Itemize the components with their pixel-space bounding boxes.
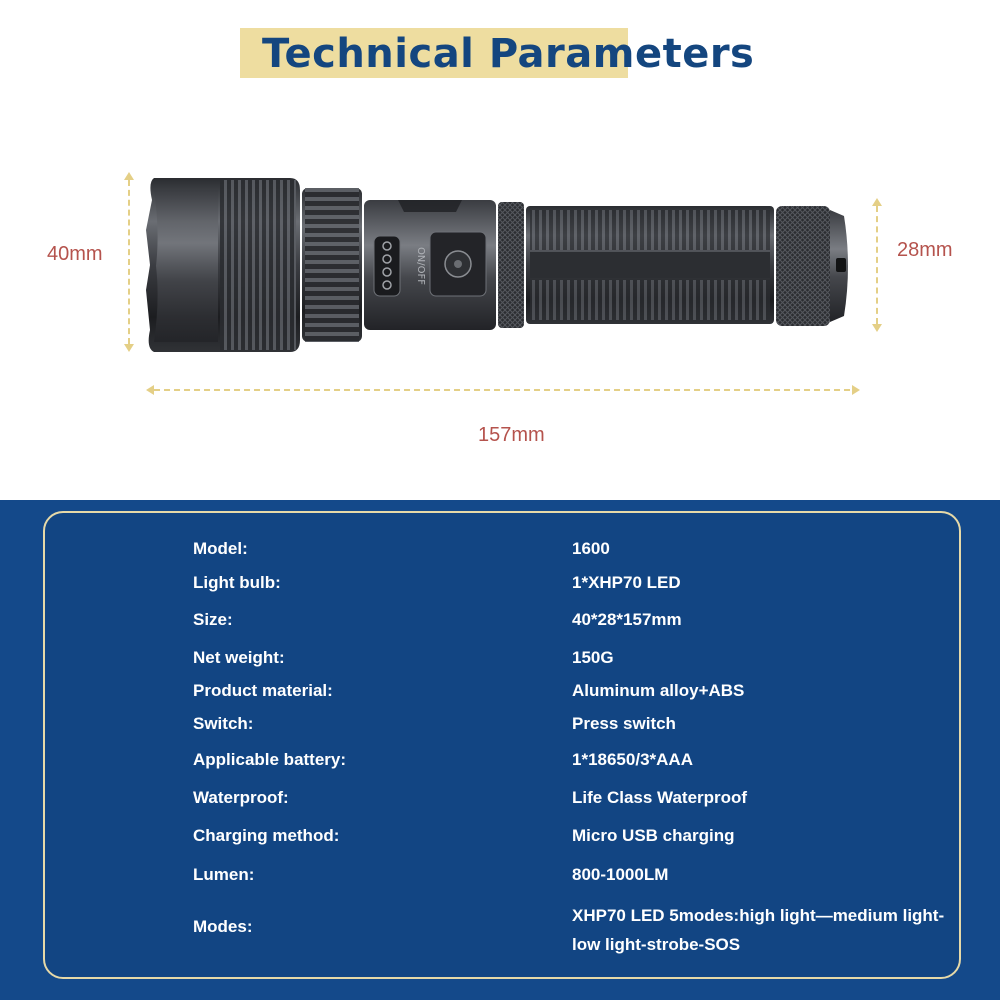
spec-value: 1*18650/3*AAA	[572, 750, 693, 769]
spec-label: Product material:	[193, 681, 333, 700]
length-dimension-line	[154, 389, 850, 391]
height-arrow-bottom	[124, 344, 134, 352]
spec-label: Model:	[193, 539, 248, 558]
spec-value: low light-strobe-SOS	[572, 935, 741, 954]
tail-arrow-bottom	[872, 324, 882, 332]
length-arrow-right	[852, 385, 860, 395]
spec-panel	[43, 511, 961, 979]
tail-diameter-label: 28mm	[897, 239, 953, 261]
spec-value: 800-1000LM	[572, 865, 669, 884]
spec-value: Aluminum alloy+ABS	[572, 681, 745, 700]
height-label: 40mm	[47, 243, 103, 265]
spec-section	[0, 500, 1000, 1000]
spec-value: Life Class Waterproof	[572, 788, 748, 807]
length-label: 157mm	[478, 424, 545, 446]
spec-value: 1*XHP70 LED	[572, 573, 681, 592]
spec-value: Press switch	[572, 714, 676, 733]
spec-label: Lumen:	[193, 865, 255, 884]
spec-value: 40*28*157mm	[572, 610, 682, 629]
spec-value: 150G	[572, 648, 614, 667]
flashlight-icon	[140, 170, 860, 360]
length-arrow-left	[146, 385, 154, 395]
spec-value: 1600	[572, 539, 610, 558]
height-dimension-line	[128, 180, 130, 344]
spec-label: Net weight:	[193, 648, 285, 667]
spec-label: Applicable battery:	[193, 750, 347, 769]
spec-value: XHP70 LED 5modes:high light—medium light-	[572, 906, 945, 925]
switch-label: ON/OFF	[415, 246, 426, 286]
height-arrow-top	[124, 172, 134, 180]
spec-label: Light bulb:	[193, 573, 281, 592]
spec-label: Modes:	[193, 917, 253, 936]
spec-label: Waterproof:	[193, 788, 289, 807]
spec-label: Charging method:	[193, 826, 340, 845]
tail-dimension-line	[876, 206, 878, 324]
spec-label: Switch:	[193, 714, 254, 733]
tail-arrow-top	[872, 198, 882, 206]
spec-label: Size:	[193, 610, 233, 629]
spec-value: Micro USB charging	[572, 826, 735, 845]
page-title: Technical Parameters	[262, 31, 755, 77]
